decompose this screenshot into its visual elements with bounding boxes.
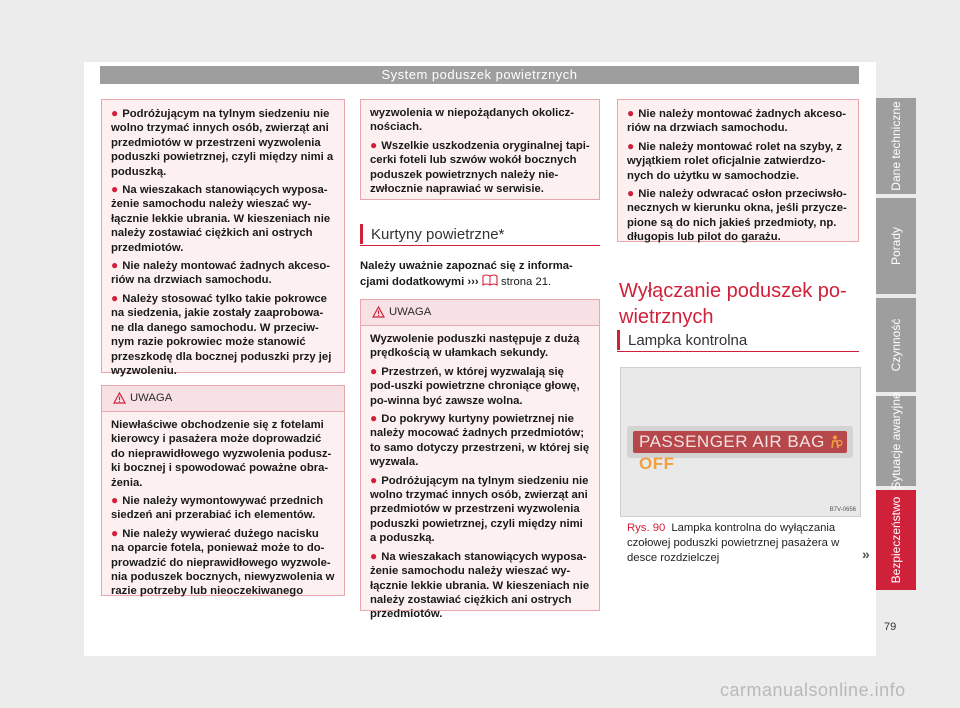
warning-header — [102, 386, 344, 412]
list-item: ● Nie należy odwracać osłon przeciwsło-necznych w kierunku okna, jeśli przycze-pione są do nich jakieś przedmioty, np. długopis lub pilot do garażu. — [627, 186, 847, 244]
reference-arrows: ››› — [467, 276, 479, 288]
bullet-icon: ● — [111, 182, 119, 197]
list-item: ● Nie należy montować żadnych akceso-riów na drzwiach samochodu. — [627, 106, 847, 135]
bullet-icon: ● — [370, 548, 378, 563]
page-header: System poduszek powietrznych — [100, 66, 859, 84]
bullet-icon: ● — [627, 106, 635, 120]
warning-intro: Niewłaściwe obchodzenie się z fotelami kierowcy i pasażera może doprowadzić do nieprawidłowego wyzwolenia podusz-ki bocznej i spowodować poważne obra-żenia. — [111, 419, 332, 489]
warning-header — [361, 300, 599, 326]
list-item: ● Na wieszakach stanowiących wyposa-żenie samochodu należy wieszać wy-łącznie lekkie ubrania. W kieszeniach nie należy zostawiać ciężkich ani ostrych przedmiotów. — [370, 548, 590, 621]
warning-triangle-icon — [372, 306, 385, 318]
page-link[interactable]: strona 21 — [500, 276, 549, 288]
list-item: ● Nie należy wywierać dużego nacisku na oparcie fotela, ponieważ może to do-prowadzić do nieprawidłowego wyzwole-nia poduszek bocznych, niewyzwolenia w razie potrzeby lub nieoczekiwanego — [111, 525, 335, 598]
list-item: ● Nie należy montować żadnych akceso-riów na drzwiach samochodu. — [111, 258, 331, 287]
bullet-icon: ● — [370, 137, 378, 152]
section-marker — [617, 330, 620, 350]
airbag-person-icon — [827, 434, 843, 450]
bullet-icon: ● — [111, 258, 119, 273]
warning-triangle-icon — [113, 392, 126, 404]
continued-text: wyzwolenia w niepożądanych okolicz-nościach. — [370, 107, 575, 134]
tab-dane-techniczne[interactable]: Dane techniczne — [876, 98, 916, 194]
bullet-icon: ● — [111, 525, 119, 540]
bullet-icon: ● — [111, 106, 119, 120]
warning-title: UWAGA — [389, 306, 432, 318]
bullet-icon: ● — [627, 186, 635, 201]
section-divider — [360, 245, 600, 246]
tab-porady[interactable]: Porady — [876, 198, 916, 294]
list-item: ● Na wieszakach stanowiących wyposa-żenie samochodu należy wieszać wy-łącznie lekkie ubrania. W kieszeniach nie należy zostawiać ciężkich ani ostrych przedmiotów. — [111, 182, 331, 254]
list-item: ● Do pokrywy kurtyny powietrznej nie należy mocować żadnych przedmiotów; to samo dotyczy przestrzeni, w której się wyzwala. — [370, 411, 590, 469]
watermark: carmanualsonline.info — [720, 680, 906, 700]
bullet-icon: ● — [111, 290, 119, 305]
bullet-icon: ● — [370, 363, 378, 378]
list-item: ● Wszelkie uszkodzenia oryginalnej tapi-cerki foteli lub szwów wokół bocznych poduszek powietrznych należy nie-zwłocznie naprawiać w serwisie. — [370, 137, 590, 196]
safety-box-3 — [617, 99, 859, 242]
list-item: ● Podróżującym na tylnym siedzeniu nie wolno trzymać innych osób, zwierząt ani przedmiotów w przestrzeni wyzwolenia poduszki powietrznej, czyli między nimi a poduszką. — [370, 472, 589, 545]
figure-airbag-indicator — [620, 367, 861, 517]
chapter-title: Wyłączanie poduszek po- wietrznych — [619, 280, 847, 328]
continue-arrow-icon: » — [862, 546, 870, 562]
warning-intro: Wyzwolenie poduszki następuje z dużą prędkością w ułamkach sekundy. — [370, 333, 580, 360]
bullet-icon: ● — [370, 411, 378, 426]
warning-title: UWAGA — [130, 392, 173, 404]
section-divider — [617, 351, 859, 352]
section-title-lampka: Lampka kontrolna — [628, 332, 748, 349]
warning-box-1 — [101, 385, 345, 596]
section-title-kurtyny: Kurtyny powietrzne* — [371, 226, 505, 243]
figure-code: B7V-0656 — [829, 507, 856, 513]
list-item: ● Przestrzeń, w której wyzwalają się pod-uszki powietrzne chroniące głowę, po-winna być zawsze wolna. — [370, 363, 580, 407]
page-number: 79 — [884, 621, 897, 633]
tab-sytuacje-awaryjne[interactable]: Sytuacje awaryjne — [876, 396, 916, 486]
list-item: ● Należy stosować tylko takie pokrowce na siedzenia, jakie zostały zaaprobowa-ne dla danego samochodu. W przeciw-nym razie pokrowiec może stanowić przeszkodę dla bocznej poduszki przy jej wyzwoleniu. — [111, 290, 332, 377]
safety-box-1 — [101, 99, 345, 377]
tab-czynnosc[interactable]: Czynność — [876, 298, 916, 392]
book-icon — [482, 274, 498, 286]
tab-bezpieczenstwo[interactable]: Bezpieczeństwo — [876, 490, 916, 590]
section-marker — [360, 224, 363, 244]
figure-ref: Rys. 90 — [627, 522, 666, 534]
list-item: ● Podróżującym na tylnym siedzeniu nie wolno trzymać innych osób, zwierząt ani przedmiotów w przestrzeni wyzwolenia poduszki powietrznej, czyli między nimi a poduszką. — [111, 106, 334, 178]
bullet-icon: ● — [627, 138, 635, 153]
figure-caption: Rys. 90 Lampka kontrolna do wyłączania czołowej poduszki powietrznej pasażera w desce rozdzielczej — [627, 522, 840, 564]
list-item: ● Nie należy montować rolet na szyby, z wyjątkiem rolet oficjalnie zatwierdzo-nych do użytku w samochodzie. — [627, 138, 843, 182]
bullet-icon: ● — [370, 472, 378, 487]
safety-box-2 — [360, 99, 600, 200]
intro-paragraph: Należy uważnie zapoznać się z informa-cjami dodatkowymi ››› strona 21. — [360, 260, 573, 288]
bullet-icon: ● — [111, 493, 119, 508]
airbag-indicator-label: PASSENGER AIR BAG OFF — [633, 431, 847, 453]
airbag-indicator-panel — [627, 426, 853, 473]
list-item: ● Nie należy wymontowywać przednich siedzeń ani przerabiać ich elementów. — [111, 493, 324, 522]
warning-box-2 — [360, 299, 600, 621]
